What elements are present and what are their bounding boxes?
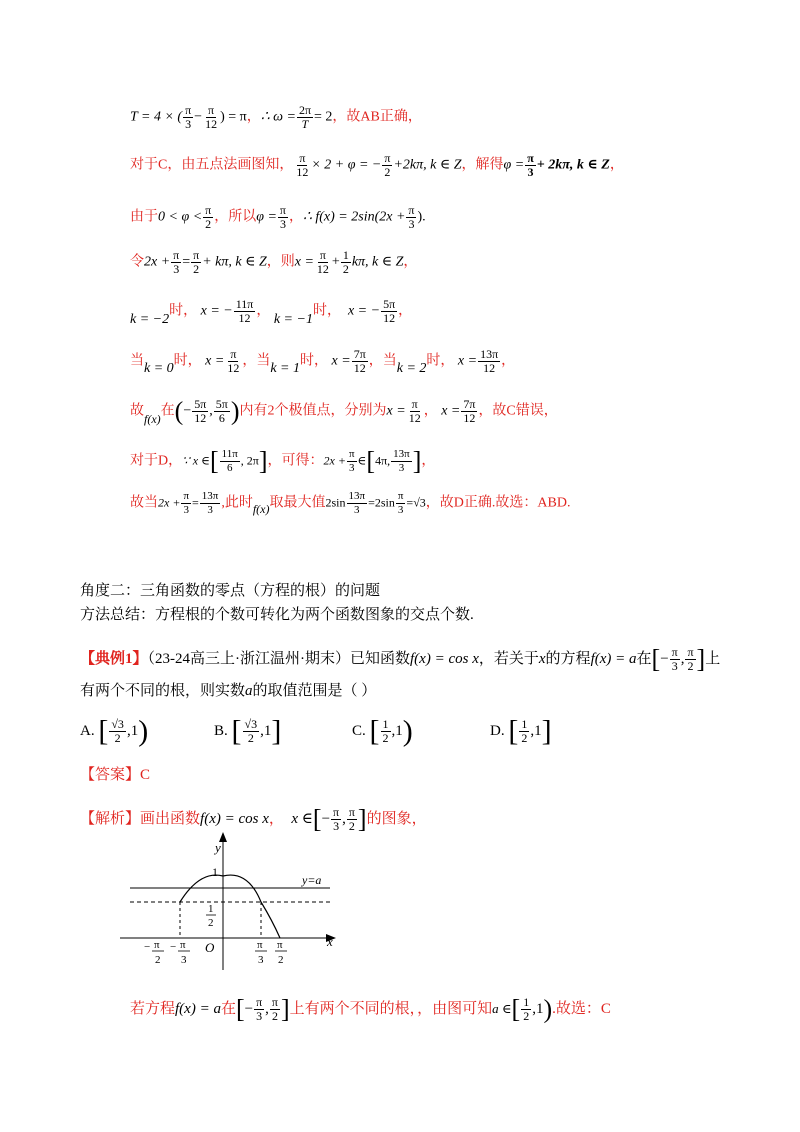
fraction: $\frac{\pi}{3}$ bbox=[279, 203, 286, 231]
y-one-label: 1 bbox=[212, 865, 218, 879]
section-method-summary: 方法总结：方程根的个数可转化为两个函数图象的交点个数. bbox=[80, 607, 474, 623]
fraction: $\frac{13\pi}{3}$ bbox=[393, 448, 410, 474]
fraction: $\frac{\pi}{3}$ bbox=[183, 490, 189, 516]
conclusion-line: 若方程f(x) = a在[− $\frac{\pi}{3}$ , $\frac{\pi}{2}$ ]上有两个不同的根，，由图可知a ∈[ $\frac{1}{2}$ ,1).故选：C bbox=[130, 994, 611, 1024]
analysis-line: 【解析】画出函数f(x) = cos x， x ∈[− $\frac{\pi}{3}$ , $\frac{\pi}{2}$ ]的图象， bbox=[80, 804, 427, 834]
example-line-2: 有两个不同的根，则实数a的取值范围是（ ） bbox=[80, 683, 377, 699]
fraction: $\frac{\pi}{12}$ bbox=[205, 103, 218, 131]
fraction: $\frac{\pi}{3}$ bbox=[173, 248, 180, 276]
sol-line-4: 令2x + $\frac{\pi}{3}$ = $\frac{\pi}{2}$ + kπ, k ∈ Z，则x = $\frac{\pi}{12}$ + $\frac{1}{2}$ kπ, k ∈ Z， bbox=[130, 248, 418, 276]
option-b[interactable]: B. [ $\frac{√3}{2}$ ,1] bbox=[214, 714, 282, 748]
fraction: $\frac{\pi}{12}$ bbox=[316, 248, 329, 276]
sol-line-3: 由于0 < φ < $\frac{\pi}{2}$ ，所以φ = $\frac{\pi}{3}$ ，∴ f(x) = 2sin(2x + $\frac{\pi}{3}$ ). bbox=[130, 203, 426, 231]
fraction: $\frac{\pi}{3}$ bbox=[408, 203, 415, 231]
sol-line-8: 对于D，∵ x ∈[ $\frac{11\pi}{6}$ , 2π]，可得：2x + $\frac{\pi}{3}$ ∈[4π, $\frac{13\pi}{3}$ ]， bbox=[130, 446, 436, 476]
svg-text:3: 3 bbox=[181, 954, 187, 966]
svg-text:2: 2 bbox=[278, 954, 284, 966]
sol-line-5: k = −2时， x = − $\frac{11\pi}{12}$ ， k = −1时， x = − $\frac{5\pi}{12}$ ， bbox=[130, 297, 413, 327]
fraction: $\frac{5\pi}{6}$ bbox=[215, 397, 228, 425]
svg-text:2: 2 bbox=[208, 917, 214, 929]
svg-text:π: π bbox=[257, 939, 263, 951]
example-line-1: 【典例1】（23-24高三上·浙江温州·期末）已知函数f(x) = cos x，若关于x的方程f(x) = a在[− $\frac{\pi}{3}$ , $\frac{\pi}{2}$ ]上 bbox=[80, 644, 721, 674]
fraction: $\frac{5\pi}{12}$ bbox=[383, 297, 396, 325]
sol-line-1: T = 4 × ( $\frac{\pi}{3}$ − $\frac{\pi}{12}$ ) = π，∴ ω = $\frac{2\pi}{T}$ = 2，故AB正确， bbox=[130, 103, 422, 131]
fraction: $\frac{2\pi}{T}$ bbox=[298, 103, 312, 131]
sol-line-2: 对于C，由五点法画图知， $\frac{\pi}{12}$ × 2 + φ = − $\frac{\pi}{2}$ +2kπ, k ∈ Z，解得φ = $\frac{\pi}{3}$ + 2kπ, k ∈ Z， bbox=[130, 151, 624, 179]
answer: 【答案】C bbox=[80, 767, 151, 783]
svg-text:2: 2 bbox=[155, 954, 161, 966]
origin-label: O bbox=[205, 940, 215, 955]
section-angle-title: 角度二：三角函数的零点（方程的根）的问题 bbox=[80, 583, 381, 599]
fraction: $\frac{\pi}{2}$ bbox=[384, 151, 391, 179]
svg-text:π: π bbox=[180, 939, 186, 951]
fraction: $\frac{1}{2}$ bbox=[342, 248, 349, 276]
sol-line-6: 当k = 0时， x = $\frac{\pi}{12}$ ，当k = 1时， x = $\frac{7\pi}{12}$ ，当k = 2时， x = $\frac{13\pi}{12}$ ， bbox=[130, 347, 516, 376]
fraction: $\frac{\pi}{12}$ bbox=[227, 347, 240, 375]
fraction: $\frac{13\pi}{3}$ bbox=[348, 490, 366, 516]
fraction: $\frac{\pi}{3}$ bbox=[671, 645, 678, 673]
svg-text:3: 3 bbox=[258, 954, 264, 966]
fraction: $\frac{11\pi}{12}$ bbox=[235, 297, 254, 325]
svg-text:1: 1 bbox=[208, 903, 214, 915]
svg-text:π: π bbox=[154, 939, 160, 951]
sol-line-9: 故当2x + $\frac{\pi}{3}$ = $\frac{13\pi}{3}$ ,此时f(x)取最大值2sin $\frac{13\pi}{3}$ =2sin $\frac{\pi}{3}$ =√3，故D正确.故选：ABD. bbox=[130, 490, 571, 516]
fraction: $\frac{11\pi}{6}$ bbox=[221, 448, 238, 474]
fraction: $\frac{7\pi}{12}$ bbox=[353, 347, 366, 375]
svg-text:π: π bbox=[277, 939, 283, 951]
svg-text:−: − bbox=[144, 941, 151, 953]
line-label: y=a bbox=[302, 873, 322, 887]
fraction: $\frac{\pi}{12}$ bbox=[408, 397, 421, 425]
fraction: $\frac{5\pi}{12}$ bbox=[194, 397, 207, 425]
fraction: $\frac{\pi}{3}$ bbox=[185, 103, 192, 131]
option-c[interactable]: C. [ $\frac{1}{2}$ ,1) bbox=[352, 714, 413, 748]
fraction: $\frac{13\pi}{12}$ bbox=[480, 347, 499, 375]
fraction: $\frac{\pi}{2}$ bbox=[205, 203, 212, 231]
sol-line-7: 故f(x)在(− $\frac{5\pi}{12}$ , $\frac{5\pi}{6}$ )内有2个极值点，分别为x = $\frac{\pi}{12}$ ， x = $\frac{7\pi}{12}$ ，故C错误， bbox=[130, 396, 558, 426]
example-tag: 【典例1】 bbox=[80, 650, 148, 667]
fraction: $\frac{\pi}{2}$ bbox=[687, 645, 694, 673]
fraction: $\frac{\pi}{3}$ bbox=[348, 448, 355, 474]
option-a[interactable]: A. [ $\frac{√3}{2}$ ,1) bbox=[80, 714, 149, 748]
fraction: $\frac{\pi}{3}$ bbox=[527, 151, 534, 179]
x-axis-label: x bbox=[327, 934, 333, 949]
fraction: $\frac{\pi}{2}$ bbox=[193, 248, 200, 276]
fraction: $\frac{\pi}{3}$ bbox=[397, 490, 404, 516]
cosine-graph bbox=[120, 832, 350, 972]
fraction: $\frac{\pi}{12}$ bbox=[296, 151, 309, 179]
y-axis-label: y bbox=[215, 840, 221, 855]
svg-text:−: − bbox=[170, 941, 177, 953]
option-d[interactable]: D. [ $\frac{1}{2}$ ,1] bbox=[490, 714, 552, 748]
fraction: $\frac{13\pi}{3}$ bbox=[201, 490, 219, 516]
fraction: $\frac{7\pi}{12}$ bbox=[463, 397, 476, 425]
